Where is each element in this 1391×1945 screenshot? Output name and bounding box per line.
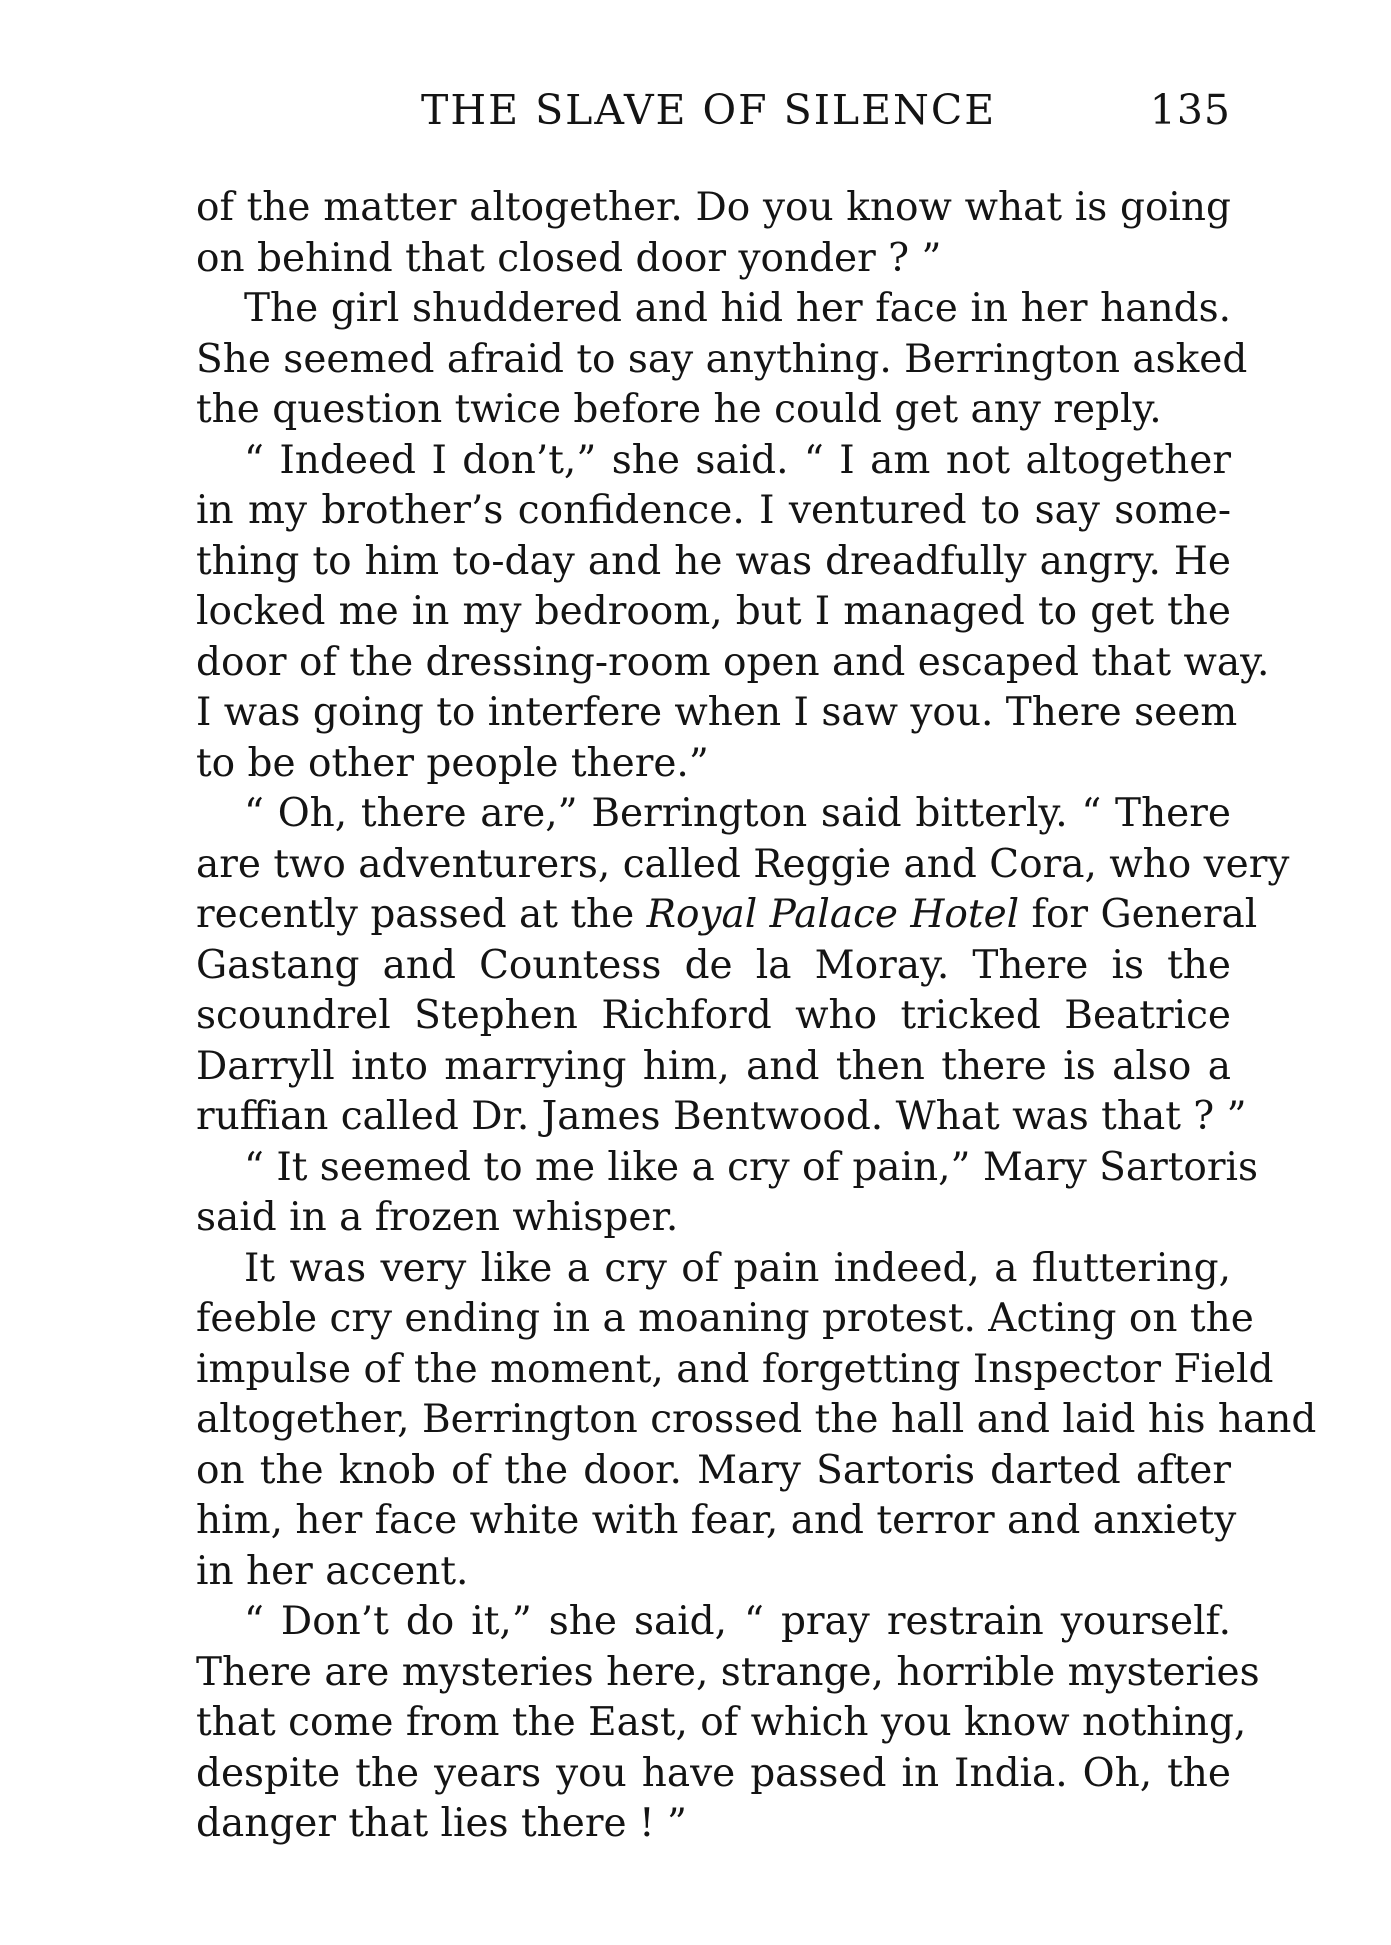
text-line: danger that lies there ! ” <box>196 1801 687 1846</box>
text-line: Gastang and Countess de la Moray. There is the <box>196 942 1231 988</box>
text-line: on behind that closed door yonder ? ” <box>196 235 942 281</box>
text-line: in her accent. <box>196 1548 469 1594</box>
page-number: 135 <box>1149 86 1231 134</box>
paragraph-start-line: “ It seemed to me like a cry of pain,” Mary Sartoris <box>244 1144 1259 1190</box>
text-line: him, her face white with fear, and terror and anxiety <box>196 1498 1237 1543</box>
body-text <box>196 183 1317 1850</box>
paragraph-start-line: “ Indeed I don’t,” she said. “ I am not altogether <box>244 437 1231 483</box>
text-line: despite the years you have passed in India. Oh, the <box>196 1750 1231 1796</box>
text-line: scoundrel Stephen Richford who tricked Beatrice <box>196 993 1231 1038</box>
text-line: altogether, Berrington crossed the hall and laid his hand <box>196 1397 1317 1442</box>
paragraph-start-line: “ Oh, there are,” Berrington said bitterly. “ There <box>244 791 1231 836</box>
text-line: said in a frozen whisper. <box>196 1195 679 1240</box>
text-line: that come from the East, of which you know nothing, <box>196 1700 1247 1745</box>
text-line: locked me in my bedroom, but I managed to get the <box>196 589 1231 634</box>
text-line: She seemed afraid to say anything. Berrington asked <box>196 336 1248 382</box>
text-line: the question twice before he could get any reply. <box>196 387 1162 432</box>
text-line: thing to him to-day and he was dreadfully angry. He <box>196 538 1231 584</box>
text-line: There are mysteries here, strange, horrible mysteries <box>196 1649 1260 1695</box>
text-line-with-italic <box>196 890 1258 941</box>
text-line: are two adventurers, called Reggie and Cora, who very <box>196 841 1290 887</box>
paragraph-start-line: It was very like a cry of pain indeed, a fluttering, <box>244 1245 1231 1291</box>
text-line: Darryll into marrying him, and then there is also a <box>196 1043 1231 1089</box>
running-title: THE SLAVE OF SILENCE <box>421 86 997 134</box>
text-line: on the knob of the door. Mary Sartoris darted after <box>196 1447 1231 1493</box>
text-line: impulse of the moment, and forgetting Inspector Field <box>196 1346 1274 1392</box>
text-line: door of the dressing-room open and escaped that way. <box>196 639 1270 685</box>
hotel-name-italic: Royal Palace Hotel <box>646 892 1020 937</box>
text-line: feeble cry ending in a moaning protest. Acting on the <box>196 1296 1254 1341</box>
line-text-after-italic: for General <box>1019 892 1258 937</box>
text-line: to be other people there.” <box>196 740 709 786</box>
text-line: I was going to interfere when I saw you. There seem <box>196 690 1238 735</box>
line-text-before-italic: recently passed at the <box>196 892 647 937</box>
text-line: of the matter altogether. Do you know what is going <box>196 185 1231 230</box>
paragraph-start-line: “ Don’t do it,” she said, “ pray restrain yourself. <box>244 1599 1231 1644</box>
running-head <box>196 86 1231 146</box>
text-line: in my brother’s confidence. I ventured to say some- <box>196 488 1231 533</box>
paragraph-start-line: The girl shuddered and hid her face in her hands. <box>244 286 1231 331</box>
text-line: ruffian called Dr. James Bentwood. What was that ? ” <box>196 1094 1247 1139</box>
